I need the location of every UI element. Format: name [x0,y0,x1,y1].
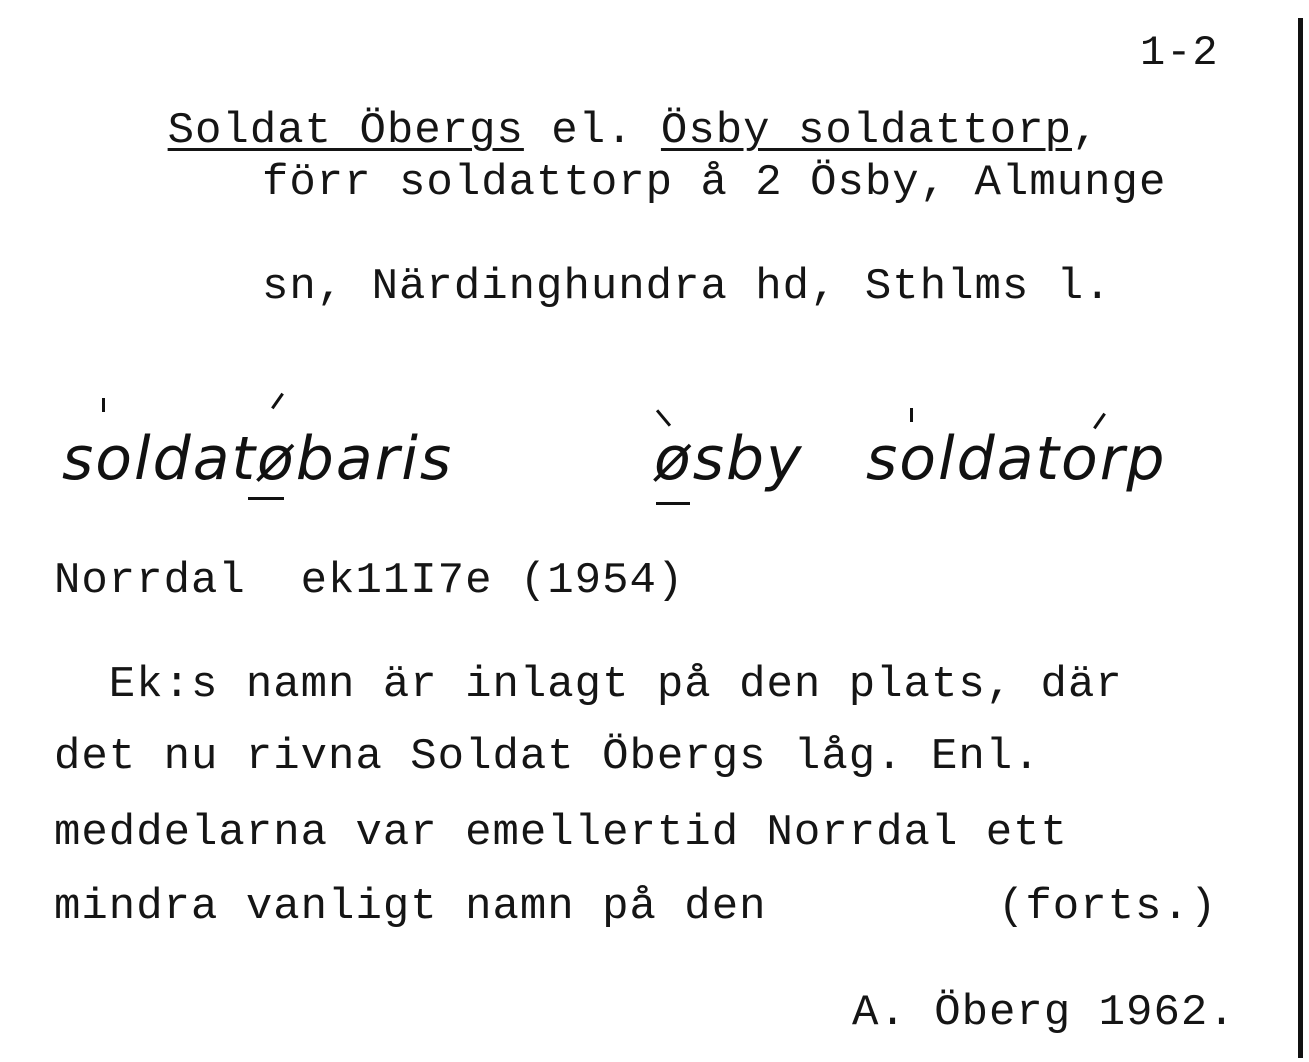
note-line-2: det nu rivna Soldat Öbergs låg. Enl. [54,732,1041,782]
stress-mark-4 [910,408,913,422]
title-joiner: el. [523,106,661,156]
note-line-1: Ek:s namn är inlagt på den plats, där [54,660,1123,710]
note-line-3: meddelarna var emellertid Norrdal ett [54,808,1068,858]
title-name-1: Soldat Öbergs [167,106,524,156]
pronunciation-1: soldatøbaris [62,424,454,494]
pronunciation-2: øsby [654,424,804,494]
stress-mark-1 [102,398,105,412]
note-line-4: mindra vanligt namn på den [54,882,767,932]
card-number: 1-2 [1140,29,1219,77]
signature: A. Öberg 1962. [852,988,1236,1038]
continued-label: (forts.) [998,882,1218,932]
description-line-2: sn, Närdinghundra hd, Sthlms l. [262,262,1112,312]
pronunciation-3: soldatorp [866,424,1167,494]
card-edge [1298,18,1303,1058]
title-name-2: Ösby soldattorp [660,106,1072,156]
source-line: Norrdal ek11I7e (1954) [54,556,685,606]
description-line-1: förr soldattorp å 2 Ösby, Almunge [262,158,1167,208]
underline-mark-1 [248,497,284,500]
stress-mark-2 [271,393,284,409]
underline-mark-2 [656,502,690,505]
title-comma: , [1072,106,1100,156]
